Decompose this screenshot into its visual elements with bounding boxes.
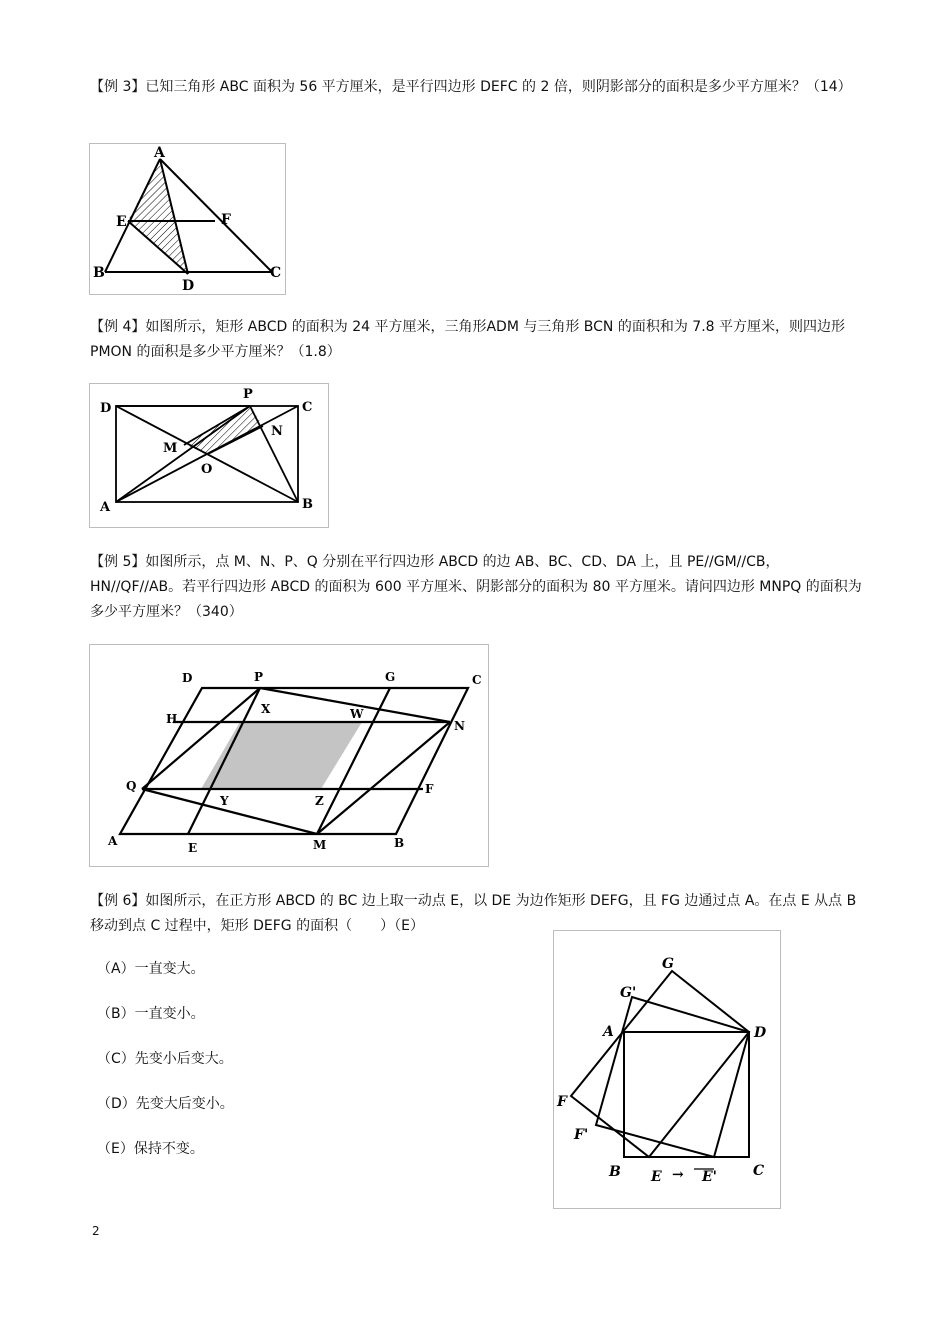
label-C: C [753,1163,765,1179]
label-E-prime: E' [702,1169,717,1185]
label-A: A [100,500,111,515]
label-A: A [108,834,118,848]
label-P: P [243,387,253,402]
example-6-text: 【例 6】如图所示，在正方形 ABCD 的 BC 边上取一动点 E，以 DE 为边作矩形 DEFG，且 FG 边通过点 A。在点 E 从点 B 移动到点 C 过程中，矩形 DEFG 的面积（ ）（E） [90,893,857,934]
label-M: M [163,441,178,456]
page-number: 2 [92,1224,100,1238]
label-C: C [270,265,282,281]
option-d: （D）先变大后变小。 [97,1096,234,1112]
label-F-prime: F' [574,1127,589,1143]
label-C: C [302,400,313,415]
example-3-figure [89,143,286,295]
label-E: E [188,841,198,855]
label-G: G [385,670,396,684]
label-B: B [609,1164,621,1180]
label-O: O [201,462,213,477]
label-F: F [557,1094,567,1110]
label-E: E [116,214,127,230]
label-G: G [662,956,674,972]
label-A: A [154,145,165,161]
label-H: H [166,712,178,726]
label-G-prime: G' [620,985,637,1001]
label-B: B [93,265,105,281]
option-b: （B）一直变小。 [97,1006,205,1022]
label-Z: Z [315,794,324,808]
label-F: F [425,782,434,796]
label-X: X [261,702,271,716]
option-c: （C）先变小后变大。 [97,1051,233,1067]
example-5-text: 【例 5】如图所示，点 M、N、P、Q 分别在平行四边形 ABCD 的边 AB、BC、CD、DA 上，且 PE//GM//CB，HN//QF//AB。若平行四边形 ABCD 的面积为 600 平方厘米、阴影部分的面积为 80 平方厘米。请问四边形 MNPQ 的面积为多少平方厘米？（340） [90,554,862,620]
label-E: E [651,1169,662,1185]
label-N: N [271,424,283,439]
example-6-figure [553,930,781,1209]
label-D: D [754,1025,767,1041]
example-5-figure [89,644,489,867]
arrow-icon: → [672,1167,684,1183]
label-D: D [100,401,112,416]
label-D: D [182,671,193,685]
label-F: F [221,212,231,228]
label-M: M [313,838,327,852]
example-4-figure [89,383,329,528]
label-P: P [254,670,264,684]
label-W: W [350,707,364,721]
example-3-text: 【例 3】已知三角形 ABC 面积为 56 平方厘米，是平行四边形 DEFC 的 2 倍，则阴影部分的面积是多少平方厘米？（14） [90,79,852,95]
example-4-text: 【例 4】如图所示，矩形 ABCD 的面积为 24 平方厘米，三角形ADM 与三角形 BCN 的面积和为 7.8 平方厘米，则四边形 PMON 的面积是多少平方厘米？（1.8） [90,319,846,360]
option-a: （A）一直变大。 [97,961,205,977]
label-Y: Y [220,794,229,808]
label-A: A [603,1024,614,1040]
option-e: （E）保持不变。 [97,1141,204,1157]
label-D: D [182,278,195,294]
label-N: N [454,719,465,733]
label-B: B [302,497,313,512]
label-B: B [394,836,405,850]
label-C: C [472,673,482,687]
label-Q: Q [126,779,137,793]
